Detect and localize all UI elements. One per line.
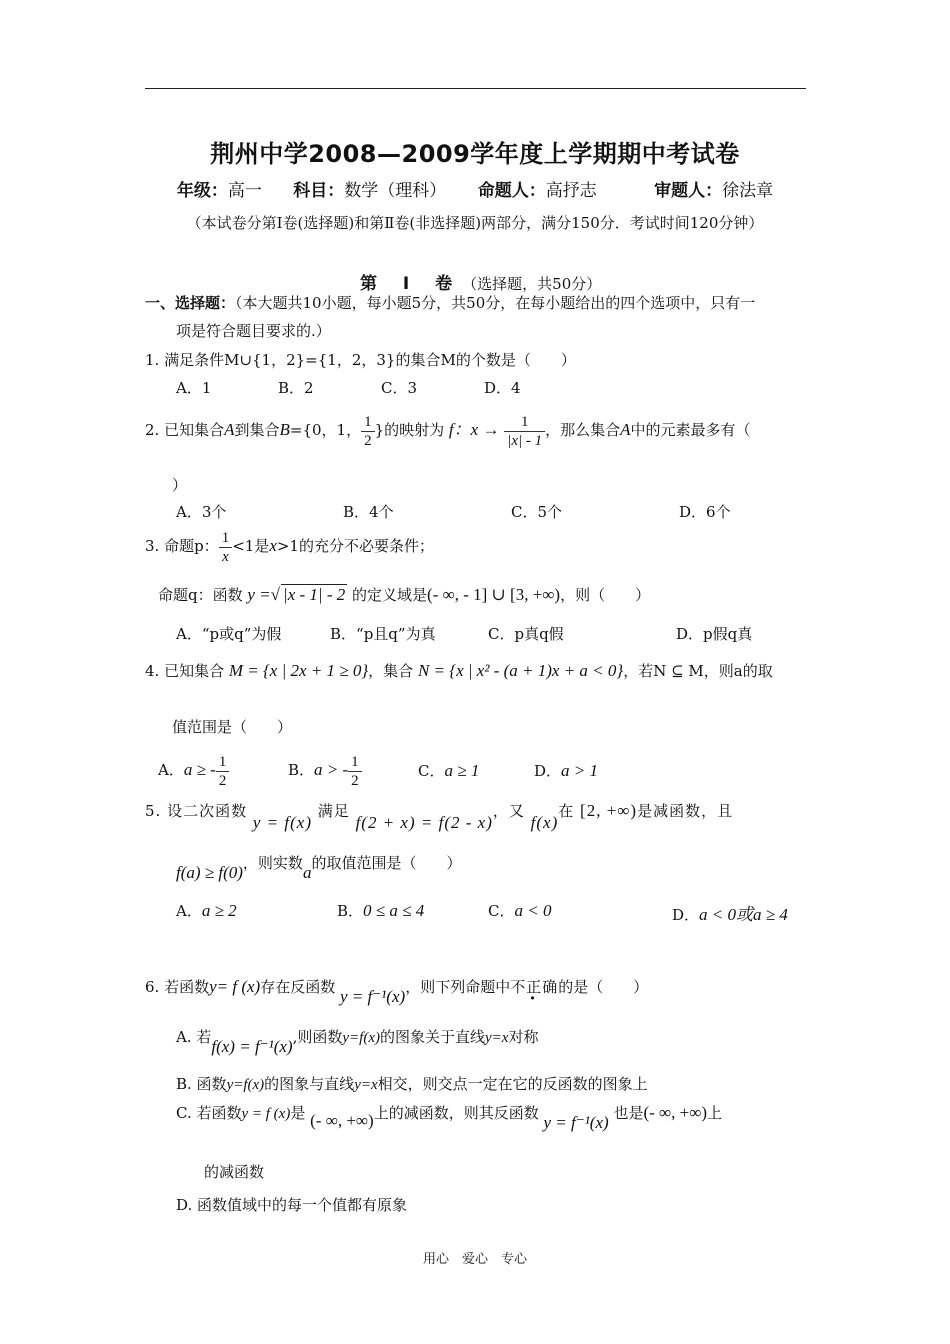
q4-c-expr: a ≥ 1 xyxy=(444,761,480,780)
q2-map-num: 1 xyxy=(504,413,545,432)
q5-d-label: D． xyxy=(672,906,700,924)
q4-set-n: N = {x | x² - (a + 1)x + a < 0} xyxy=(417,661,624,680)
q5-text-6: ，则实数 xyxy=(242,854,303,872)
q3-option-c: C．p真q假 xyxy=(488,625,564,643)
q3-q-text-3: ，则（ ） xyxy=(560,586,651,604)
q3-x: x xyxy=(269,536,277,555)
q2-set-a2: A xyxy=(620,420,631,439)
volume-label: 第 Ⅰ 卷 xyxy=(360,274,463,294)
q1-option-c: C．3 xyxy=(381,379,418,397)
q4-d-expr: a > 1 xyxy=(561,761,599,780)
volume-sub: （选择题，共50分） xyxy=(462,275,602,293)
q6-option-c xyxy=(176,1102,723,1132)
q5-c-label: C． xyxy=(488,902,515,920)
page-footer: 用心 爱心 专心 xyxy=(422,1252,527,1267)
q3-domain: (- ∞, - 1] ∪ [3, +∞) xyxy=(427,585,561,604)
volume-heading xyxy=(360,269,601,294)
q3-text-3: >1的充分不必要条件； xyxy=(276,537,434,555)
q5-stem xyxy=(145,800,734,832)
q5-option-d xyxy=(672,900,788,925)
q2-close: ） xyxy=(172,476,188,494)
q6-neg: 不正确 xyxy=(510,978,559,996)
q5-var-a: a xyxy=(302,863,312,882)
q4-a-den: 2 xyxy=(218,772,227,789)
q6-text-4: 的是（ ） xyxy=(558,978,649,996)
q5-a-label: A． xyxy=(176,902,202,920)
q2-set-a: A xyxy=(224,420,235,439)
q1-option-d: D．4 xyxy=(484,379,521,397)
q4-option-d xyxy=(534,760,598,781)
q6-c-interval-2: (- ∞, +∞) xyxy=(643,1103,708,1122)
subject-label: 科目： xyxy=(293,181,345,201)
q1-option-b: B．2 xyxy=(278,379,314,397)
q5-text-1: 5. 设二次函数 xyxy=(145,802,248,820)
q6-c-text-2: 是 xyxy=(290,1104,306,1122)
exam-note: （本试卷分第Ⅰ卷(选择题)和第Ⅱ卷(非选择题)两部分，满分150分．考试时间120分钟） xyxy=(186,214,764,232)
q2-map-den: |x| - 1 xyxy=(507,432,543,449)
q2-map: f：x → xyxy=(448,420,500,439)
q4-d-label: D． xyxy=(534,762,562,780)
section1-label: 一、选择题： xyxy=(145,294,236,312)
q6-c-text-4: 也是 xyxy=(613,1104,644,1122)
q4-c-label: C． xyxy=(418,762,445,780)
q6-a-text-2: ,则函数 xyxy=(292,1028,343,1046)
q5-option-a xyxy=(176,900,237,921)
q5-option-b xyxy=(337,900,424,921)
q6-c-func: y = f (x) xyxy=(241,1106,291,1122)
q6-c-text-3: 上的减函数，则其反函数 xyxy=(373,1104,539,1122)
q4-text-1: 4. 已知集合 xyxy=(145,662,225,680)
q3-q-text-2: 的定义域是 xyxy=(352,586,428,604)
q4-a-label: A． xyxy=(158,761,184,779)
q6-c-text-5: 上 xyxy=(707,1104,723,1122)
q6-text-2: 存在反函数 xyxy=(260,978,336,996)
q2-option-d: D．6个 xyxy=(679,503,731,521)
q3-fraction xyxy=(219,529,233,566)
q3-stem-q: 命题q：函数 y =√ |x - 1| - 2 的定义域是(- ∞, - 1] ∪ [3, +∞)，则（ ） xyxy=(158,585,651,604)
q4-stem xyxy=(145,660,773,681)
q2-map-fraction xyxy=(504,413,545,450)
q6-c-interval: (- ∞, +∞) xyxy=(310,1111,374,1130)
reviewer-value: 徐法章 xyxy=(722,181,774,201)
q4-b-fraction xyxy=(348,753,362,790)
q2-option-b: B．4个 xyxy=(343,503,394,521)
q6-option-c-cont: 的减函数 xyxy=(204,1163,265,1181)
grade-label: 年级： xyxy=(176,181,228,201)
exam-title: 荆州中学2008—2009学年度上学期期中考试卷 xyxy=(210,140,740,168)
q1-stem: 1. 满足条件M∪{1，2}={1，2，3}的集合M的个数是（ ） xyxy=(145,351,576,369)
q3-text-2: <1是 xyxy=(232,537,270,555)
grade-value: 高一 xyxy=(227,181,262,201)
q3-num: 1 xyxy=(219,529,233,548)
q5-c-expr: a < 0 xyxy=(514,901,552,920)
q5-func-3: f(x) xyxy=(530,813,559,832)
q4-option-a xyxy=(158,750,229,790)
q2-text-5: ，那么集合 xyxy=(545,421,621,439)
q3-stem-p xyxy=(145,526,434,566)
q6-a-expr: f(x) = f⁻¹(x) xyxy=(211,1037,293,1056)
q6-b-text-1: B. 函数 xyxy=(176,1075,227,1093)
q2-half-num: 1 xyxy=(361,413,375,432)
section1-desc1: （本大题共10小题，每小题5分，共50分，在每小题给出的四个选项中，只有一 xyxy=(235,294,756,312)
q6-a-text-1: A. 若 xyxy=(176,1028,212,1046)
q2-text-4: }的映射为 xyxy=(374,421,445,439)
q6-text-3: ，则下列命题中 xyxy=(405,978,511,996)
q6-emphasis xyxy=(510,978,558,996)
q3-q-text-1: 命题q：函数 xyxy=(158,586,243,604)
q2-half-fraction xyxy=(361,413,375,450)
author-label: 命题人： xyxy=(477,181,546,201)
q5-a-expr: a ≥ 2 xyxy=(201,901,237,920)
q4-option-b xyxy=(288,750,362,790)
q5-d-expr: a < 0或a ≥ 4 xyxy=(699,905,788,924)
q4-set-m: M = {x | 2x + 1 ≥ 0} xyxy=(228,661,369,680)
q2-text-2: 到集合 xyxy=(234,421,280,439)
q6-c-text-1: C. 若函数 xyxy=(176,1104,242,1122)
q4-b-den: 2 xyxy=(351,772,359,789)
q6-option-d: D. 函数值域中的每一个值都有原象 xyxy=(176,1196,408,1214)
q4-b-num: 1 xyxy=(348,753,362,772)
q6-a-text-3: 的图象关于直线 xyxy=(380,1028,486,1046)
q5-text-2: 满足 xyxy=(317,802,350,820)
q4-b-expr: a > - xyxy=(314,760,349,779)
q6-func: y= f (x) xyxy=(209,977,261,996)
q6-inverse: y = f⁻¹(x) xyxy=(340,987,406,1006)
q3-radicand: |x - 1| - 2 xyxy=(283,585,346,604)
q6-stem xyxy=(145,976,649,1006)
q2-set-b: B xyxy=(279,420,290,439)
q4-text-3: ，若N ⊆ M，则a的取 xyxy=(623,662,773,680)
q2-text-1: 2. 已知集合 xyxy=(145,421,225,439)
q6-b-text-3: 相交，则交点一定在它的反函数的图象上 xyxy=(377,1075,648,1093)
q3-option-d: D．p假q真 xyxy=(676,625,753,643)
q6-text-1: 6. 若函数 xyxy=(145,978,210,996)
subject-value: 数学（理科） xyxy=(344,181,447,201)
q5-b-label: B． xyxy=(337,902,364,920)
q4-a-fraction xyxy=(216,753,230,790)
q6-a-func: y=f(x) xyxy=(342,1030,380,1046)
q3-den: x xyxy=(222,548,229,565)
q5-interval: [2, +∞) xyxy=(580,801,638,820)
q6-b-text-2: 的图象与直线 xyxy=(264,1075,355,1093)
exam-meta xyxy=(0,176,950,201)
q6-a-text-4: 对称 xyxy=(508,1028,539,1046)
q5-func-2: f(2 + x) = f(2 - x) xyxy=(355,813,493,832)
section1-desc2: 项是符合题目要求的.） xyxy=(176,322,331,340)
q6-option-a xyxy=(176,1026,539,1056)
q6-c-inverse: y = f⁻¹(x) xyxy=(543,1113,609,1132)
header-rule xyxy=(145,88,806,89)
q6-option-b xyxy=(176,1073,648,1094)
q2-option-a: A．3个 xyxy=(176,503,227,521)
q5-text-3: ，又 xyxy=(492,802,525,820)
q4-a-expr: a ≥ - xyxy=(183,760,216,779)
q5-stem-2 xyxy=(176,852,462,882)
q2-option-c: C．5个 xyxy=(511,503,563,521)
q2-half-den: 2 xyxy=(364,432,372,449)
q6-a-line: y=x xyxy=(485,1030,509,1046)
q5-func-5: f(a) ≥ f(0) xyxy=(176,863,243,882)
q4-option-c xyxy=(418,760,479,781)
q6-b-line: y=x xyxy=(354,1077,378,1093)
q2-stem xyxy=(145,410,751,450)
q3-option-b: B．“p且q”为真 xyxy=(330,625,436,643)
q5-func-1: y = f(x) xyxy=(252,813,312,832)
section1-line1 xyxy=(145,292,755,313)
q4-a-num: 1 xyxy=(216,753,230,772)
q1-option-a: A．1 xyxy=(176,379,212,397)
q6-b-func: y=f(x) xyxy=(226,1077,265,1093)
q3-option-a: A．“p或q”为假 xyxy=(176,625,282,643)
q2-text-3: ={0，1， xyxy=(289,421,362,439)
q5-b-expr: 0 ≤ a ≤ 4 xyxy=(363,901,425,920)
q5-text-5: 是减函数，且 xyxy=(637,802,734,820)
q3-text-1: 3. 命题p： xyxy=(145,537,219,555)
q4-stem-2: 值范围是（ ） xyxy=(172,718,293,736)
q2-text-6: 中的元素最多有（ xyxy=(630,421,751,439)
q5-text-7: 的取值范围是（ ） xyxy=(311,854,462,872)
q4-text-2: ，集合 xyxy=(368,662,414,680)
reviewer-label: 审题人： xyxy=(654,181,723,201)
author-value: 高抒志 xyxy=(545,181,597,201)
q4-b-label: B． xyxy=(288,761,315,779)
q5-text-4: 在 xyxy=(558,802,575,820)
q3-func: y = xyxy=(247,585,271,604)
q5-option-c xyxy=(488,900,551,921)
